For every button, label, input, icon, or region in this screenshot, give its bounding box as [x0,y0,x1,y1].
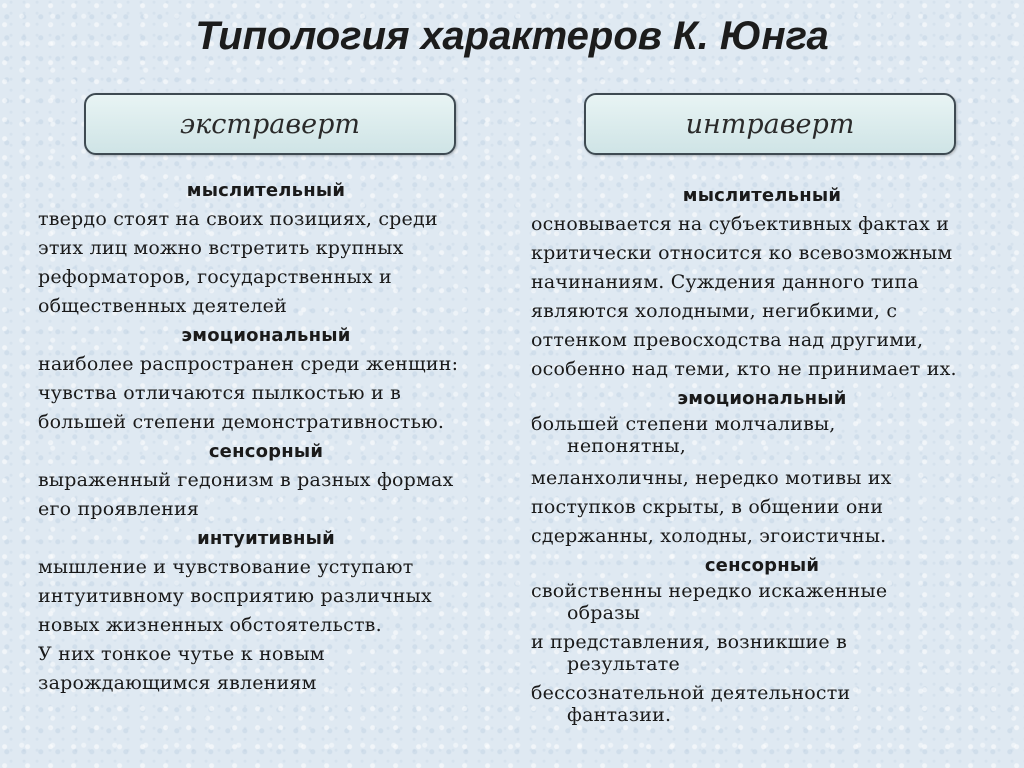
introvert-sensory-line-main: свойственны нередко искаженные [531,580,888,602]
introvert-emotional-line-main: большей степени молчаливы, [531,413,836,435]
introvert-sensory-line-main: бессознательной деятельности [531,682,851,704]
introvert-sensory-line-main: и представления, возникшие в [531,631,847,653]
extravert-sensory-text: выраженный гедонизм в разных формах его проявления [38,469,454,520]
introvert-label-box: интраверт [584,93,956,155]
extravert-sensory-heading: сенсорный [208,441,324,462]
extravert-thinking-heading: мыслительный [186,180,346,201]
introvert-emotional-line: меланхоличны, нередко мотивы их [531,467,892,489]
introvert-emotional-line [531,413,999,457]
extravert-intuitive-heading: интуитивный [197,528,335,549]
slide-title: Типология характеров К. Юнга [195,14,829,58]
introvert-sensory-line [531,580,999,624]
extravert-column [38,176,500,698]
extravert-label-box: экстраверт [84,93,456,155]
introvert-column [531,181,999,733]
introvert-thinking-text: основывается на субъективных фактах и критически относится ко всевозможным начинаниям. Суждения данного типа являются холодными, негибкими, с оттенком превосходства над другими, особенно над теми, кто не принимает их. [531,213,957,380]
introvert-emotional-heading: эмоциональный [677,388,847,409]
introvert-sensory-line [531,682,999,726]
extravert-emotional-heading: эмоциональный [181,325,351,346]
extravert-thinking-text: твердо стоят на своих позициях, среди этих лиц можно встретить крупных реформаторов, государственных и общественных деятелей [38,208,438,317]
extravert-emotional-text: наиболее распространен среди женщин: чувства отличаются пылкостью и в большей степени демонстративностью. [38,353,459,433]
introvert-sensory-line-cont: результате [567,653,680,675]
introvert-sensory-heading: сенсорный [704,555,820,576]
introvert-thinking-heading: мыслительный [682,185,842,206]
introvert-emotional-line-cont: непонятны, [567,435,686,457]
extravert-intuitive-text: мышление и чувствование уступают интуитивному восприятию различных новых жизненных обстоятельств. У них тонкое чутье к новым зарождающимся явлениям [38,556,432,694]
introvert-sensory-line-cont: образы [567,602,641,624]
introvert-sensory-line [531,631,999,675]
introvert-emotional-line: сдержанны, холодны, эгоистичны. [531,525,887,547]
introvert-sensory-line-cont: фантазии. [567,704,672,726]
introvert-emotional-line: поступков скрыты, в общении они [531,496,884,518]
